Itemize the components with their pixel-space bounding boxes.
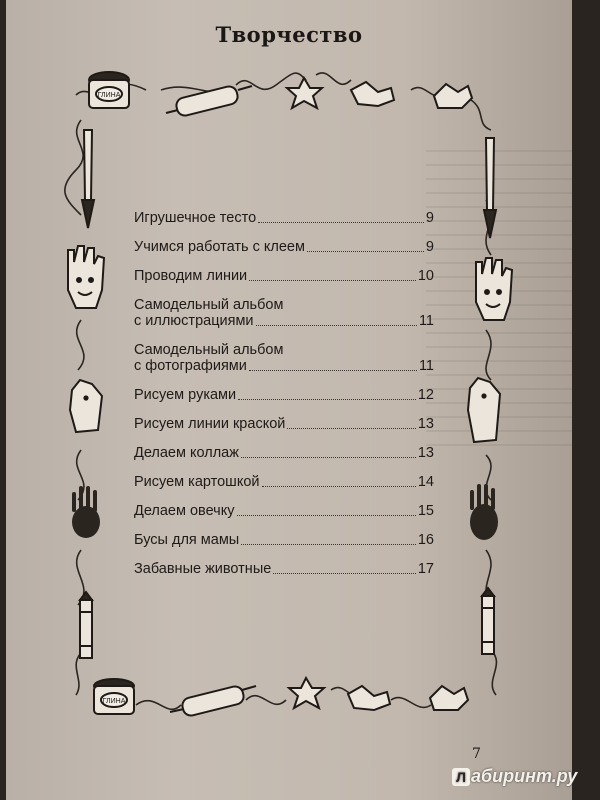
- star-cutter-icon: [287, 78, 322, 108]
- toc-page-number: 11: [418, 313, 434, 329]
- toc-page-number: 10: [417, 268, 434, 284]
- toc-entry[interactable]: Учимся работать с клеем 9: [134, 239, 434, 255]
- toc-page-number: 15: [417, 503, 434, 519]
- toc-page-number: 13: [417, 445, 434, 461]
- handprint-icon: [72, 486, 100, 538]
- rolling-pin-icon: [170, 685, 256, 717]
- hand-face-icon: [476, 258, 512, 320]
- page-number: 7: [472, 746, 481, 762]
- table-of-contents: [134, 210, 434, 577]
- toc-entry[interactable]: Забавные животные 17: [134, 561, 434, 577]
- hand-face-icon: [68, 246, 104, 308]
- paintbrush-icon: [82, 130, 94, 228]
- watermark-logo-icon: Л: [452, 768, 470, 786]
- watermark: [452, 766, 577, 787]
- handprint-icon: [470, 484, 498, 540]
- crayon-icon: [80, 592, 92, 658]
- toc-entry[interactable]: Рисуем руками 12: [134, 387, 434, 403]
- toc-page-number: 11: [418, 358, 434, 374]
- toc-entry[interactable]: Рисуем картошкой 14: [134, 474, 434, 490]
- toc-entry[interactable]: Проводим линии 10: [134, 268, 434, 284]
- watermark-text: абиринт.ру: [471, 766, 578, 786]
- rolling-pin-icon: [166, 85, 252, 117]
- paintbrush-icon: [484, 138, 496, 238]
- paint-jar-icon: [89, 72, 129, 108]
- toc-entry[interactable]: Рисуем линии краской 13: [134, 416, 434, 432]
- toc-page-number: 17: [417, 561, 434, 577]
- toc-page-number: 9: [425, 239, 434, 255]
- paint-jar-icon: [94, 679, 134, 714]
- toc-entry[interactable]: Бусы для мамы 16: [134, 532, 434, 548]
- cookie-cutter-icon: [430, 686, 468, 710]
- toc-page-number: 13: [417, 416, 434, 432]
- crayon-icon: [482, 588, 494, 654]
- toc-page-number: 16: [417, 532, 434, 548]
- toc-page-number: 14: [417, 474, 434, 490]
- toc-page-number: 12: [417, 387, 434, 403]
- star-cutter-icon: [289, 678, 324, 708]
- jar-label: ГЛИНА: [102, 698, 126, 705]
- toc-entry[interactable]: Делаем коллаж 13: [134, 445, 434, 461]
- cookie-cutter-icon: [348, 686, 390, 710]
- page-title: Творчество: [215, 22, 363, 47]
- toc-entry[interactable]: Самодельный альбом с иллюстрациями 11: [134, 297, 434, 329]
- jar-label: ГЛИНА: [97, 92, 121, 99]
- toc-entry[interactable]: Делаем овечку 15: [134, 503, 434, 519]
- toc-page-number: 9: [425, 210, 434, 226]
- hand-thumb-icon: [70, 380, 102, 432]
- toc-entry[interactable]: Игрушечное тесто 9: [134, 210, 434, 226]
- hand-thumb-icon: [468, 378, 500, 442]
- cookie-cutter-icon: [351, 82, 394, 106]
- toc-entry[interactable]: Самодельный альбом с фотографиями 11: [134, 342, 434, 374]
- book-page: [6, 0, 572, 800]
- cookie-cutter-icon: [434, 84, 472, 108]
